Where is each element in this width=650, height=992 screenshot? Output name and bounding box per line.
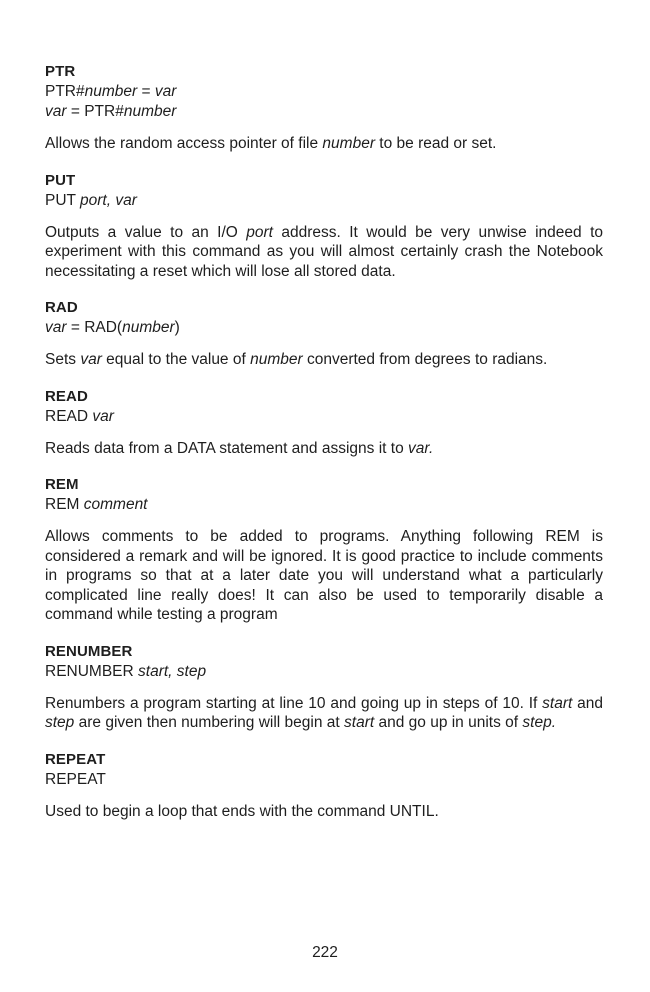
- syntax-text: ): [174, 319, 180, 336]
- syntax-text: PTR#: [45, 83, 85, 100]
- syntax-argument: var: [45, 319, 67, 336]
- description-argument: step.: [522, 714, 556, 731]
- command-entries: [45, 62, 603, 821]
- description-text: and: [572, 694, 603, 712]
- description-argument: step: [45, 714, 75, 731]
- syntax-argument: comment: [83, 496, 148, 513]
- description-argument: var.: [408, 439, 434, 457]
- command-syntax: [45, 407, 603, 427]
- command-syntax: [45, 770, 603, 790]
- description-text: Used to begin a loop that ends with the command UNTIL.: [45, 802, 439, 820]
- command-description: [45, 527, 603, 625]
- syntax-text: = RAD(: [66, 319, 123, 336]
- description-text: address. It would be very unwise indeed to experiment with this command as you will almost certainly crash the Notebook necessitating a reset which will lose all stored data.: [45, 223, 603, 280]
- command-entry-read: [45, 387, 603, 459]
- command-keyword: PTR: [45, 63, 76, 80]
- page-number: 222: [312, 944, 338, 961]
- command-description: [45, 134, 603, 154]
- command-description: [45, 223, 603, 282]
- manual-page: [45, 62, 603, 838]
- command-description: [45, 439, 603, 459]
- syntax-argument: number: [122, 319, 175, 336]
- syntax-argument: number: [84, 83, 138, 100]
- description-argument: var: [80, 351, 102, 368]
- command-syntax: [45, 102, 603, 122]
- description-text: to be read or set.: [374, 135, 497, 152]
- command-entry-renumber: [45, 642, 603, 733]
- command-entry-rem: [45, 475, 603, 625]
- syntax-argument: start, step: [138, 662, 207, 680]
- syntax-text: =: [137, 83, 155, 100]
- description-argument: number: [322, 135, 375, 152]
- command-syntax: [45, 82, 603, 102]
- description-text: are given then numbering will begin at: [74, 714, 345, 731]
- syntax-text: READ: [45, 407, 93, 425]
- syntax-text: REM: [45, 496, 84, 513]
- syntax-text: PUT: [45, 191, 81, 209]
- description-argument: port: [246, 223, 273, 241]
- command-entry-ptr: [45, 62, 603, 154]
- command-keyword: PUT: [45, 171, 76, 189]
- command-keyword: READ: [45, 387, 88, 405]
- description-text: Allows comments to be added to programs. Anything following REM is considered a remark and will be ignored. It is good practice to include comments in programs so that at a later date you will understand what a particularly complicated line really does! It can also be used to temporarily disable a command while testing a program: [45, 528, 603, 623]
- syntax-argument: var: [45, 103, 67, 120]
- description-argument: start: [542, 694, 573, 712]
- description-text: Renumbers a program starting at line 10 and going up in steps of 10. If: [45, 694, 543, 712]
- command-keyword: REPEAT: [45, 750, 106, 768]
- command-description: [45, 350, 603, 370]
- description-text: and go up in units of: [374, 714, 523, 731]
- command-keyword: RAD: [45, 299, 78, 316]
- syntax-text: REPEAT: [45, 770, 106, 788]
- command-syntax: [45, 662, 603, 682]
- syntax-text: RENUMBER: [45, 662, 139, 680]
- description-argument: start: [344, 714, 375, 731]
- command-syntax: [45, 495, 603, 515]
- command-description: [45, 802, 603, 822]
- command-syntax: [45, 318, 603, 338]
- description-text: Reads data from a DATA statement and assigns it to: [45, 439, 408, 457]
- command-keyword: REM: [45, 476, 79, 493]
- command-entry-rad: [45, 298, 603, 370]
- description-text: Allows the random access pointer of file: [45, 135, 323, 152]
- command-entry-put: [45, 171, 603, 282]
- syntax-argument: port, var: [80, 191, 137, 209]
- description-text: converted from degrees to radians.: [302, 351, 548, 368]
- description-argument: number: [250, 351, 303, 368]
- command-description: [45, 694, 603, 733]
- syntax-argument: var: [154, 83, 177, 100]
- command-entry-repeat: [45, 750, 603, 822]
- command-syntax: [45, 191, 603, 211]
- description-text: Sets: [45, 351, 81, 368]
- syntax-argument: var: [92, 407, 114, 425]
- description-text: Outputs a value to an I/O: [45, 223, 247, 241]
- syntax-argument: number: [123, 103, 177, 120]
- syntax-text: = PTR#: [66, 103, 124, 120]
- command-keyword: RENUMBER: [45, 642, 133, 660]
- description-text: equal to the value of: [101, 351, 251, 368]
